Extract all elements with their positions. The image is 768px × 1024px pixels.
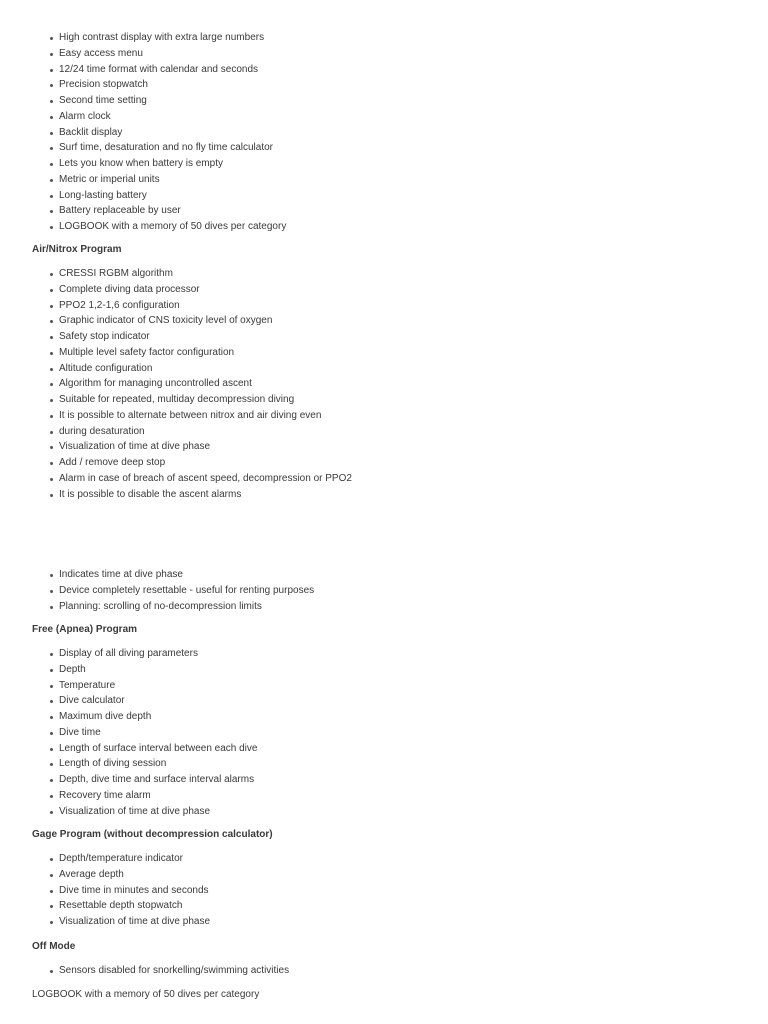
list-item: Long-lasting battery: [48, 188, 286, 204]
list-item: Planning: scrolling of no-decompression limits: [48, 599, 314, 615]
footer-paragraph: LOGBOOK with a memory of 50 dives per category: [32, 989, 260, 1000]
list-item: Lets you know when battery is empty: [48, 156, 286, 172]
list-item: Easy access menu: [48, 46, 286, 62]
list-item: Alarm in case of breach of ascent speed, decompression or PPO2: [48, 471, 352, 487]
list-item: Maximum dive depth: [48, 709, 257, 725]
list-item: Dive time in minutes and seconds: [48, 883, 210, 899]
list-item: Add / remove deep stop: [48, 455, 352, 471]
list-item: Average depth: [48, 867, 210, 883]
list-item: Length of diving session: [48, 756, 257, 772]
list-item: Indicates time at dive phase: [48, 567, 314, 583]
gage-list: [48, 851, 210, 930]
list-item: during desaturation: [48, 424, 352, 440]
list-item: Altitude configuration: [48, 361, 352, 377]
list-item: CRESSI RGBM algorithm: [48, 266, 352, 282]
list-item: Second time setting: [48, 93, 286, 109]
gage-heading: Gage Program (without decompression calculator): [32, 829, 273, 840]
list-item: 12/24 time format with calendar and seconds: [48, 62, 286, 78]
list-item: Sensors disabled for snorkelling/swimming activities: [48, 963, 289, 979]
list-item: High contrast display with extra large numbers: [48, 30, 286, 46]
list-item: PPO2 1,2-1,6 configuration: [48, 298, 352, 314]
list-item: Display of all diving parameters: [48, 646, 257, 662]
list-item: Complete diving data processor: [48, 282, 352, 298]
list-item: It is possible to disable the ascent alarms: [48, 487, 352, 503]
list-item: Recovery time alarm: [48, 788, 257, 804]
features-list: [48, 30, 286, 235]
list-item: Alarm clock: [48, 109, 286, 125]
list-item: Battery replaceable by user: [48, 203, 286, 219]
air-nitrox-list: [48, 266, 352, 502]
list-item: Resettable depth stopwatch: [48, 898, 210, 914]
air-nitrox-list-continued: [48, 567, 314, 614]
list-item: Device completely resettable - useful for renting purposes: [48, 583, 314, 599]
list-item: Metric or imperial units: [48, 172, 286, 188]
list-item: Graphic indicator of CNS toxicity level of oxygen: [48, 313, 352, 329]
air-nitrox-heading: Air/Nitrox Program: [32, 244, 122, 255]
list-item: Visualization of time at dive phase: [48, 439, 352, 455]
list-item: Dive calculator: [48, 693, 257, 709]
list-item: Multiple level safety factor configuration: [48, 345, 352, 361]
list-item: Dive time: [48, 725, 257, 741]
list-item: Backlit display: [48, 125, 286, 141]
free-apnea-list: [48, 646, 257, 819]
list-item: Temperature: [48, 678, 257, 694]
off-mode-list: [48, 963, 289, 979]
list-item: Depth/temperature indicator: [48, 851, 210, 867]
list-item: Depth: [48, 662, 257, 678]
list-item: Suitable for repeated, multiday decompression diving: [48, 392, 352, 408]
list-item: Precision stopwatch: [48, 77, 286, 93]
list-item: Algorithm for managing uncontrolled ascent: [48, 376, 352, 392]
list-item: Safety stop indicator: [48, 329, 352, 345]
list-item: Visualization of time at dive phase: [48, 914, 210, 930]
free-apnea-heading: Free (Apnea) Program: [32, 624, 138, 635]
list-item: It is possible to alternate between nitrox and air diving even: [48, 408, 352, 424]
list-item: Surf time, desaturation and no fly time calculator: [48, 140, 286, 156]
off-mode-heading: Off Mode: [32, 941, 76, 952]
list-item: LOGBOOK with a memory of 50 dives per category: [48, 219, 286, 235]
list-item: Visualization of time at dive phase: [48, 804, 257, 820]
list-item: Length of surface interval between each dive: [48, 741, 257, 757]
list-item: Depth, dive time and surface interval alarms: [48, 772, 257, 788]
